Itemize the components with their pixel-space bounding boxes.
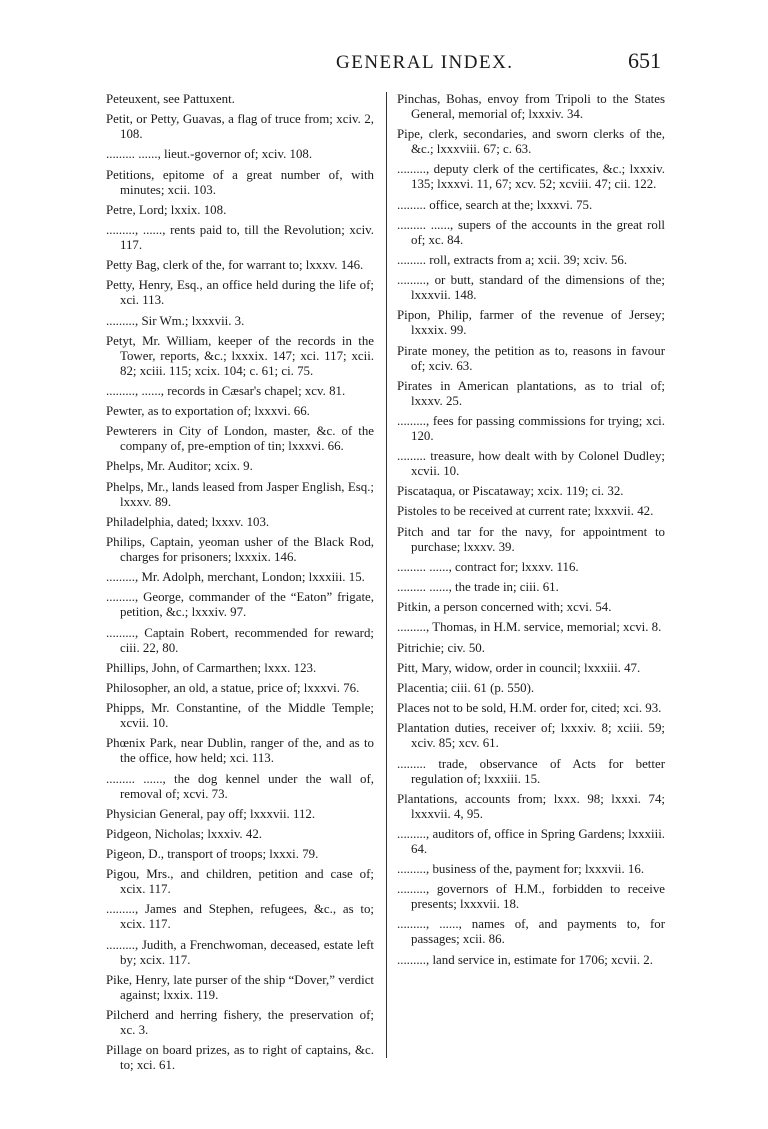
index-entry: Pilcherd and herring fishery, the preservation of; xc. 3. — [106, 1008, 374, 1037]
index-entry: Petre, Lord; lxxix. 108. — [106, 202, 227, 217]
index-entry: ........., Judith, a Frenchwoman, deceased, estate left by; xcix. 117. — [106, 937, 374, 967]
index-entry: ........., auditors of, office in Spring Gardens; lxxxiii. 64. — [397, 826, 665, 856]
index-entry: Phelps, Mr. Auditor; xcix. 9. — [106, 459, 253, 474]
index-entry: ......... roll, extracts from a; xcii. 39; xciv. 56. — [397, 252, 628, 267]
index-entry: Pitkin, a person concerned with; xcvi. 54. — [397, 600, 612, 615]
index-entry: Pitrichie; civ. 50. — [397, 640, 485, 655]
index-entry: ........., governors of H.M., forbidden to receive presents; lxxxvii. 18. — [397, 882, 665, 912]
index-entry: Pidgeon, Nicholas; lxxxiv. 42. — [106, 826, 262, 841]
page-header — [0, 48, 768, 78]
index-entry: Phillips, John, of Carmarthen; lxxx. 123. — [106, 660, 317, 675]
index-entry: ........., business of the, payment for; lxxxvii. 16. — [397, 862, 645, 877]
index-entry: ......... treasure, how dealt with by Colonel Dudley; xcvii. 10. — [397, 449, 665, 479]
index-entry: ......... trade, observance of Acts for better regulation of; lxxxiii. 15. — [397, 756, 665, 786]
index-entry: Philips, Captain, yeoman usher of the Black Rod, charges for prisoners; lxxxix. 146. — [106, 535, 374, 564]
index-entry: Phœnix Park, near Dublin, ranger of the, and as to the office, how held; xci. 113. — [106, 736, 374, 766]
index-entry: ........., ......, records in Cæsar's chapel; xcv. 81. — [106, 383, 346, 398]
index-entry: Pewter, as to exportation of; lxxxvi. 66. — [106, 404, 310, 419]
index-entry: Pirate money, the petition as to, reasons in favour of; xciv. 63. — [397, 343, 665, 373]
index-entry: Petty, Henry, Esq., an office held during the life of; xci. 113. — [106, 278, 374, 308]
page-number: 651 — [628, 48, 661, 73]
index-entry: Petyt, Mr. William, keeper of the records in the Tower, reports, &c.; lxxxix. 147; xci. 117; xcii. 82; xciii. 115; xcix. 104; c. 61; ci. 75. — [106, 333, 374, 378]
index-entry: Pigeon, D., transport of troops; lxxxi. 79. — [106, 847, 319, 862]
index-entry: ........., deputy clerk of the certificates, &c.; lxxxiv. 135; lxxxvi. 11, 67; xcv. 52; xcviii. 47; cii. 122. — [397, 162, 665, 192]
index-entry: Phelps, Mr., lands leased from Jasper English, Esq.; lxxxv. 89. — [106, 479, 374, 509]
index-entry: Peteuxent, see Pattuxent. — [106, 92, 235, 106]
index-entry: Pitch and tar for the navy, for appointment to purchase; lxxxv. 39. — [397, 524, 665, 554]
index-entry: ........., ......, rents paid to, till the Revolution; xciv. 117. — [106, 222, 374, 252]
index-entry: ........., James and Stephen, refugees, &c., as to; xcix. 117. — [106, 902, 374, 932]
column-divider — [386, 92, 387, 1058]
index-entry: Pipe, clerk, secondaries, and sworn clerks of the, &c.; lxxxviii. 67; c. 63. — [397, 127, 665, 157]
index-entry: ......... ......, the dog kennel under the wall of, removal of; xcvi. 73. — [106, 771, 374, 801]
index-entry: Pipon, Philip, farmer of the revenue of Jersey; lxxxix. 99. — [397, 308, 665, 338]
index-entry: ........., Sir Wm.; lxxxvii. 3. — [106, 313, 245, 328]
index-entry: Pillage on board prizes, as to right of captains, &c. to; xci. 61. — [106, 1043, 374, 1073]
index-entry: Petit, or Petty, Guavas, a flag of truce from; xciv. 2, 108. — [106, 112, 374, 142]
index-entry: Pitt, Mary, widow, order in council; lxxxiii. 47. — [397, 660, 641, 675]
running-title: GENERAL INDEX. — [336, 52, 514, 73]
index-entry: Philadelphia, dated; lxxxv. 103. — [106, 514, 270, 529]
index-entry: ........., fees for passing commissions for trying; xci. 120. — [397, 413, 665, 443]
index-entry: Petitions, epitome of a great number of, with minutes; xcii. 103. — [106, 167, 374, 197]
index-entry: Petty Bag, clerk of the, for warrant to; lxxxv. 146. — [106, 258, 364, 273]
index-entry: ......... ......, supers of the accounts in the great roll of; xc. 84. — [397, 217, 665, 247]
index-column-right — [397, 92, 665, 973]
index-entry: ........., Mr. Adolph, merchant, London; lxxxiii. 15. — [106, 570, 365, 585]
index-entry: Pike, Henry, late purser of the ship “Dover,” verdict against; lxxix. 119. — [106, 972, 374, 1002]
index-entry: Placentia; ciii. 61 (p. 550). — [397, 680, 535, 695]
index-entry: ......... office, search at the; lxxxvi. 75. — [397, 197, 593, 212]
index-entry: ........., Thomas, in H.M. service, memorial; xcvi. 8. — [397, 620, 662, 635]
index-entry: ........., ......, names of, and payments to, for passages; xcii. 86. — [397, 917, 665, 947]
index-entry: Pigou, Mrs., and children, petition and case of; xcix. 117. — [106, 867, 374, 897]
index-entry: Pewterers in City of London, master, &c. of the company of, pre-emption of tin; lxxxvi. 66. — [106, 424, 374, 454]
index-entry: Pistoles to be received at current rate; lxxxvii. 42. — [397, 504, 654, 519]
index-entry: ......... ......, contract for; lxxxv. 116. — [397, 559, 579, 574]
index-entry: ........., or butt, standard of the dimensions of the; lxxxvii. 148. — [397, 273, 665, 303]
index-entry: ......... ......, the trade in; ciii. 61. — [397, 580, 559, 594]
index-entry: ........., George, commander of the “Eaton” frigate, petition, &c.; lxxxiv. 97. — [106, 590, 374, 620]
index-entry: Pirates in American plantations, as to trial of; lxxxv. 25. — [397, 378, 665, 408]
index-entry: ........., land service in, estimate for 1706; xcvii. 2. — [397, 952, 653, 967]
index-entry: ........., Captain Robert, recommended for reward; ciii. 22, 80. — [106, 625, 374, 655]
index-entry: Philosopher, an old, a statue, price of; lxxxvi. 76. — [106, 680, 360, 695]
index-entry: Pinchas, Bohas, envoy from Tripoli to the States General, memorial of; lxxxiv. 34. — [397, 92, 665, 121]
index-entry: Phipps, Mr. Constantine, of the Middle Temple; xcvii. 10. — [106, 701, 374, 731]
index-entry: Places not to be sold, H.M. order for, cited; xci. 93. — [397, 701, 662, 716]
index-entry: Plantations, accounts from; lxxx. 98; lxxxi. 74; lxxxvii. 4, 95. — [397, 791, 665, 821]
index-entry: Piscataqua, or Piscataway; xcix. 119; ci. 32. — [397, 484, 624, 499]
index-entry: Plantation duties, receiver of; lxxxiv. 8; xciii. 59; xciv. 85; xcv. 61. — [397, 721, 665, 751]
index-entry: ......... ......, lieut.-governor of; xciv. 108. — [106, 147, 313, 162]
index-entry: Physician General, pay off; lxxxvii. 112. — [106, 806, 316, 821]
index-column-left — [106, 92, 374, 1078]
